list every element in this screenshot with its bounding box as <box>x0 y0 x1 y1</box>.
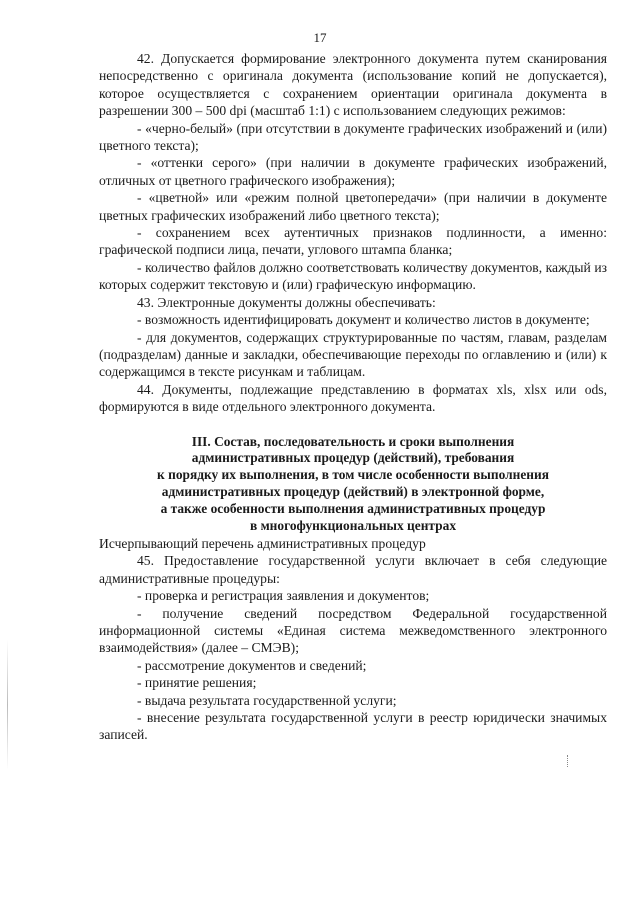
paragraph-45: 45. Предоставление государственной услуги включает в себя следующие административные процедуры: <box>99 553 607 586</box>
subheading: Исчерпывающий перечень административных процедур <box>99 535 426 551</box>
list-item: - получение сведений посредством Федеральной государственной информационной системы «Единая система межведомственного электронного взаимодействия» (далее – СМЭВ); <box>99 605 607 656</box>
scan-edge-mark <box>7 640 8 770</box>
list-item: - количество файлов должно соответствовать количеству документов, каждый из которых содержит текстовую и (или) графическую информацию. <box>99 259 607 293</box>
heading-line: административных процедур (действий) в электронной форме, <box>161 484 545 500</box>
section-heading <box>99 434 607 535</box>
heading-line: административных процедур (действий), требования <box>191 450 515 466</box>
paragraph-44: 44. Документы, подлежащие представлению в форматах xls, xlsx или ods, формируются в виде отдельного электронного документа. <box>99 381 607 415</box>
heading-line: к порядку их выполнения, в том числе особенности выполнения <box>157 467 549 483</box>
list-item: - внесение результата государственной услуги в реестр юридически значимых записей. <box>99 710 607 743</box>
list-item: - «цветной» или «режим полной цветопередачи» (при наличии в документе цветных графических изображений либо цветного текста); <box>99 190 607 223</box>
list-item: - сохранением всех аутентичных признаков подлинности, а именно: графической подписи лица, печати, углового штампа бланка; <box>99 225 607 258</box>
list-item: - проверка и регистрация заявления и документов; <box>137 588 430 604</box>
list-item: - рассмотрение документов и сведений; <box>137 657 367 673</box>
list-item: - «черно-белый» (при отсутствии в документе графических изображений и (или) цветного текста); <box>99 120 607 154</box>
list-item: - выдача результата государственной услуги; <box>137 692 397 708</box>
page-number: 17 <box>313 30 327 45</box>
paragraph-43: 43. Электронные документы должны обеспечивать: <box>137 294 436 310</box>
list-item: - для документов, содержащих структурированные по частям, главам, разделам (подразделам) данные и закладки, обеспечивающие переходы по оглавлению и (или) к содержащимся в тексте рисункам и таблицам. <box>99 329 607 380</box>
heading-line: III. Состав, последовательность и сроки выполнения <box>191 433 515 449</box>
list-item: - «оттенки серого» (при наличии в документе графических изображений, отличных от цветного графического изображения); <box>99 155 607 188</box>
document-body <box>99 50 607 744</box>
list-item: - принятие решения; <box>137 675 257 691</box>
heading-line: а также особенности выполнения административных процедур <box>160 501 546 517</box>
paragraph-42: 42. Допускается формирование электронного документа путем сканирования непосредственно с оригинала документа (использование копий не допускается), которое осуществляется с сохранением ориентации оригинала документа в разрешении 300 – 500 dpi (масштаб 1:1) с использованием следующих режимов: <box>99 51 607 119</box>
heading-line: в многофункциональных центрах <box>249 518 457 534</box>
scan-speck-mark <box>567 755 570 767</box>
list-item: - возможность идентифицировать документ и количество листов в документе; <box>137 312 590 328</box>
